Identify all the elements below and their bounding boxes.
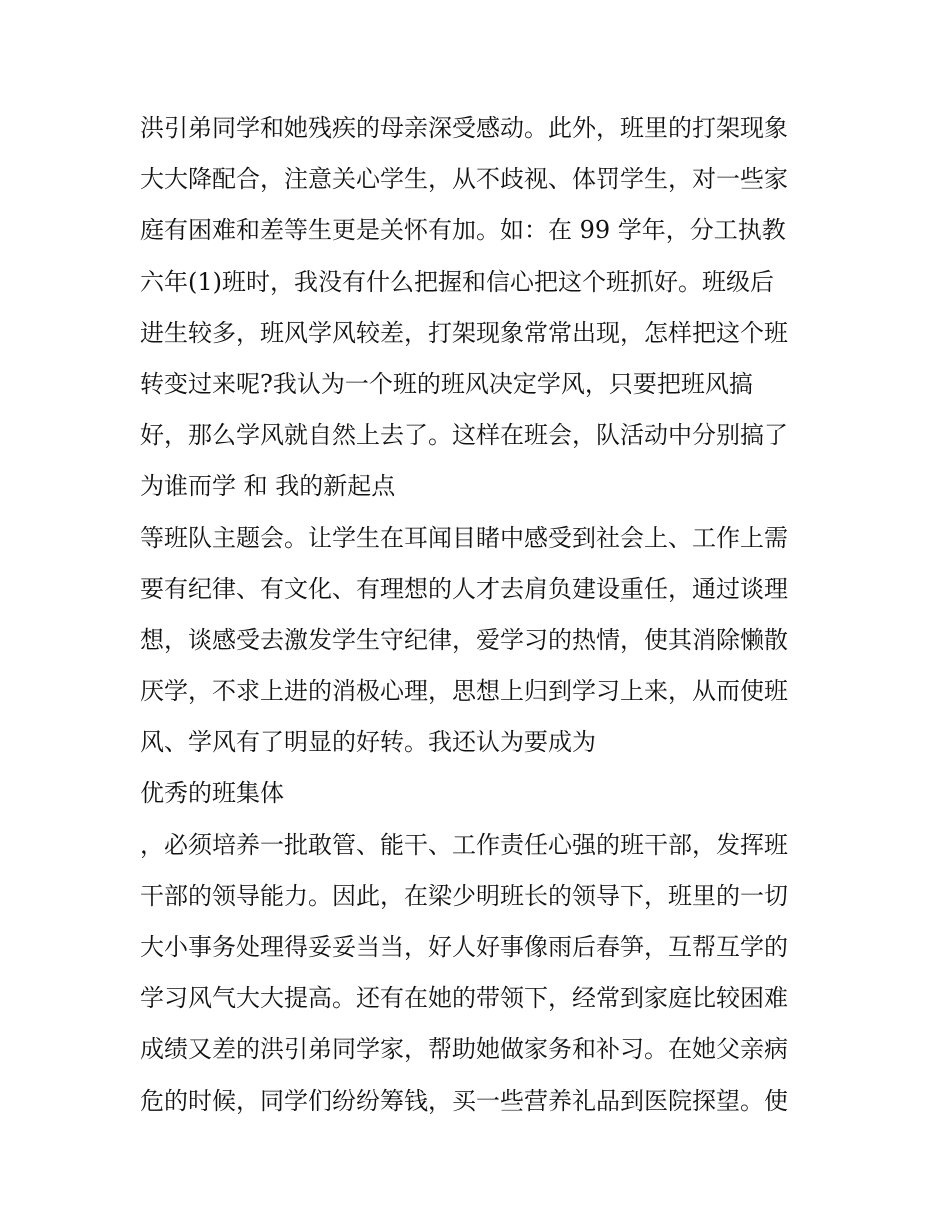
text-line: 优秀的班集体	[140, 779, 284, 808]
text-line: 危的时候，同学们纷纷筹钱，买一些营养礼品到医院探望。使	[140, 1086, 788, 1115]
text-line: 厌学，不求上进的消极心理，思想上归到学习上来，从而使班	[140, 677, 788, 706]
text-line: 想，谈感受去激发学生守纪律，爱学习的热情，使其消除懒散	[140, 625, 788, 654]
text-line: 六年(1)班时，我没有什么把握和信心把这个班抓好。班级后	[140, 267, 774, 296]
text-line: 成绩又差的洪引弟同学家，帮助她做家务和补习。在她父亲病	[140, 1035, 788, 1064]
text-line: 庭有困难和差等生更是关怀有加。如：在 99 学年，分工执教	[140, 216, 786, 245]
text-line: 转变过来呢?我认为一个班的班风决定学风，只要把班风搞	[140, 369, 753, 398]
text-line: ，必须培养一批敢管、能干、工作责任心强的班干部，发挥班	[140, 830, 788, 859]
text-line: 等班队主题会。让学生在耳闻目睹中感受到社会上、工作上需	[140, 523, 788, 552]
text-line: 为谁而学 和 我的新起点	[140, 472, 396, 501]
text-line: 好，那么学风就自然上去了。这样在班会，队活动中分别搞了	[140, 421, 788, 450]
text-line: 干部的领导能力。因此，在梁少明班长的领导下，班里的一切	[140, 881, 788, 910]
body-text	[140, 103, 830, 1127]
text-line: 进生较多，班风学风较差，打架现象常常出现，怎样把这个班	[140, 318, 788, 347]
text-line: 洪引弟同学和她残疾的母亲深受感动。此外，班里的打架现象	[140, 114, 788, 142]
text-line: 学习风气大大提高。还有在她的带领下，经常到家庭比较困难	[140, 984, 788, 1013]
text-line: 风、学风有了明显的好转。我还认为要成为	[140, 728, 596, 757]
text-line: 大大降配合，注意关心学生，从不歧视、体罚学生，对一些家	[140, 165, 788, 194]
text-line: 大小事务处理得妥妥当当，好人好事像雨后春笋，互帮互学的	[140, 933, 788, 961]
text-line: 要有纪律、有文化、有理想的人才去肩负建设重任，通过谈理	[140, 574, 788, 603]
